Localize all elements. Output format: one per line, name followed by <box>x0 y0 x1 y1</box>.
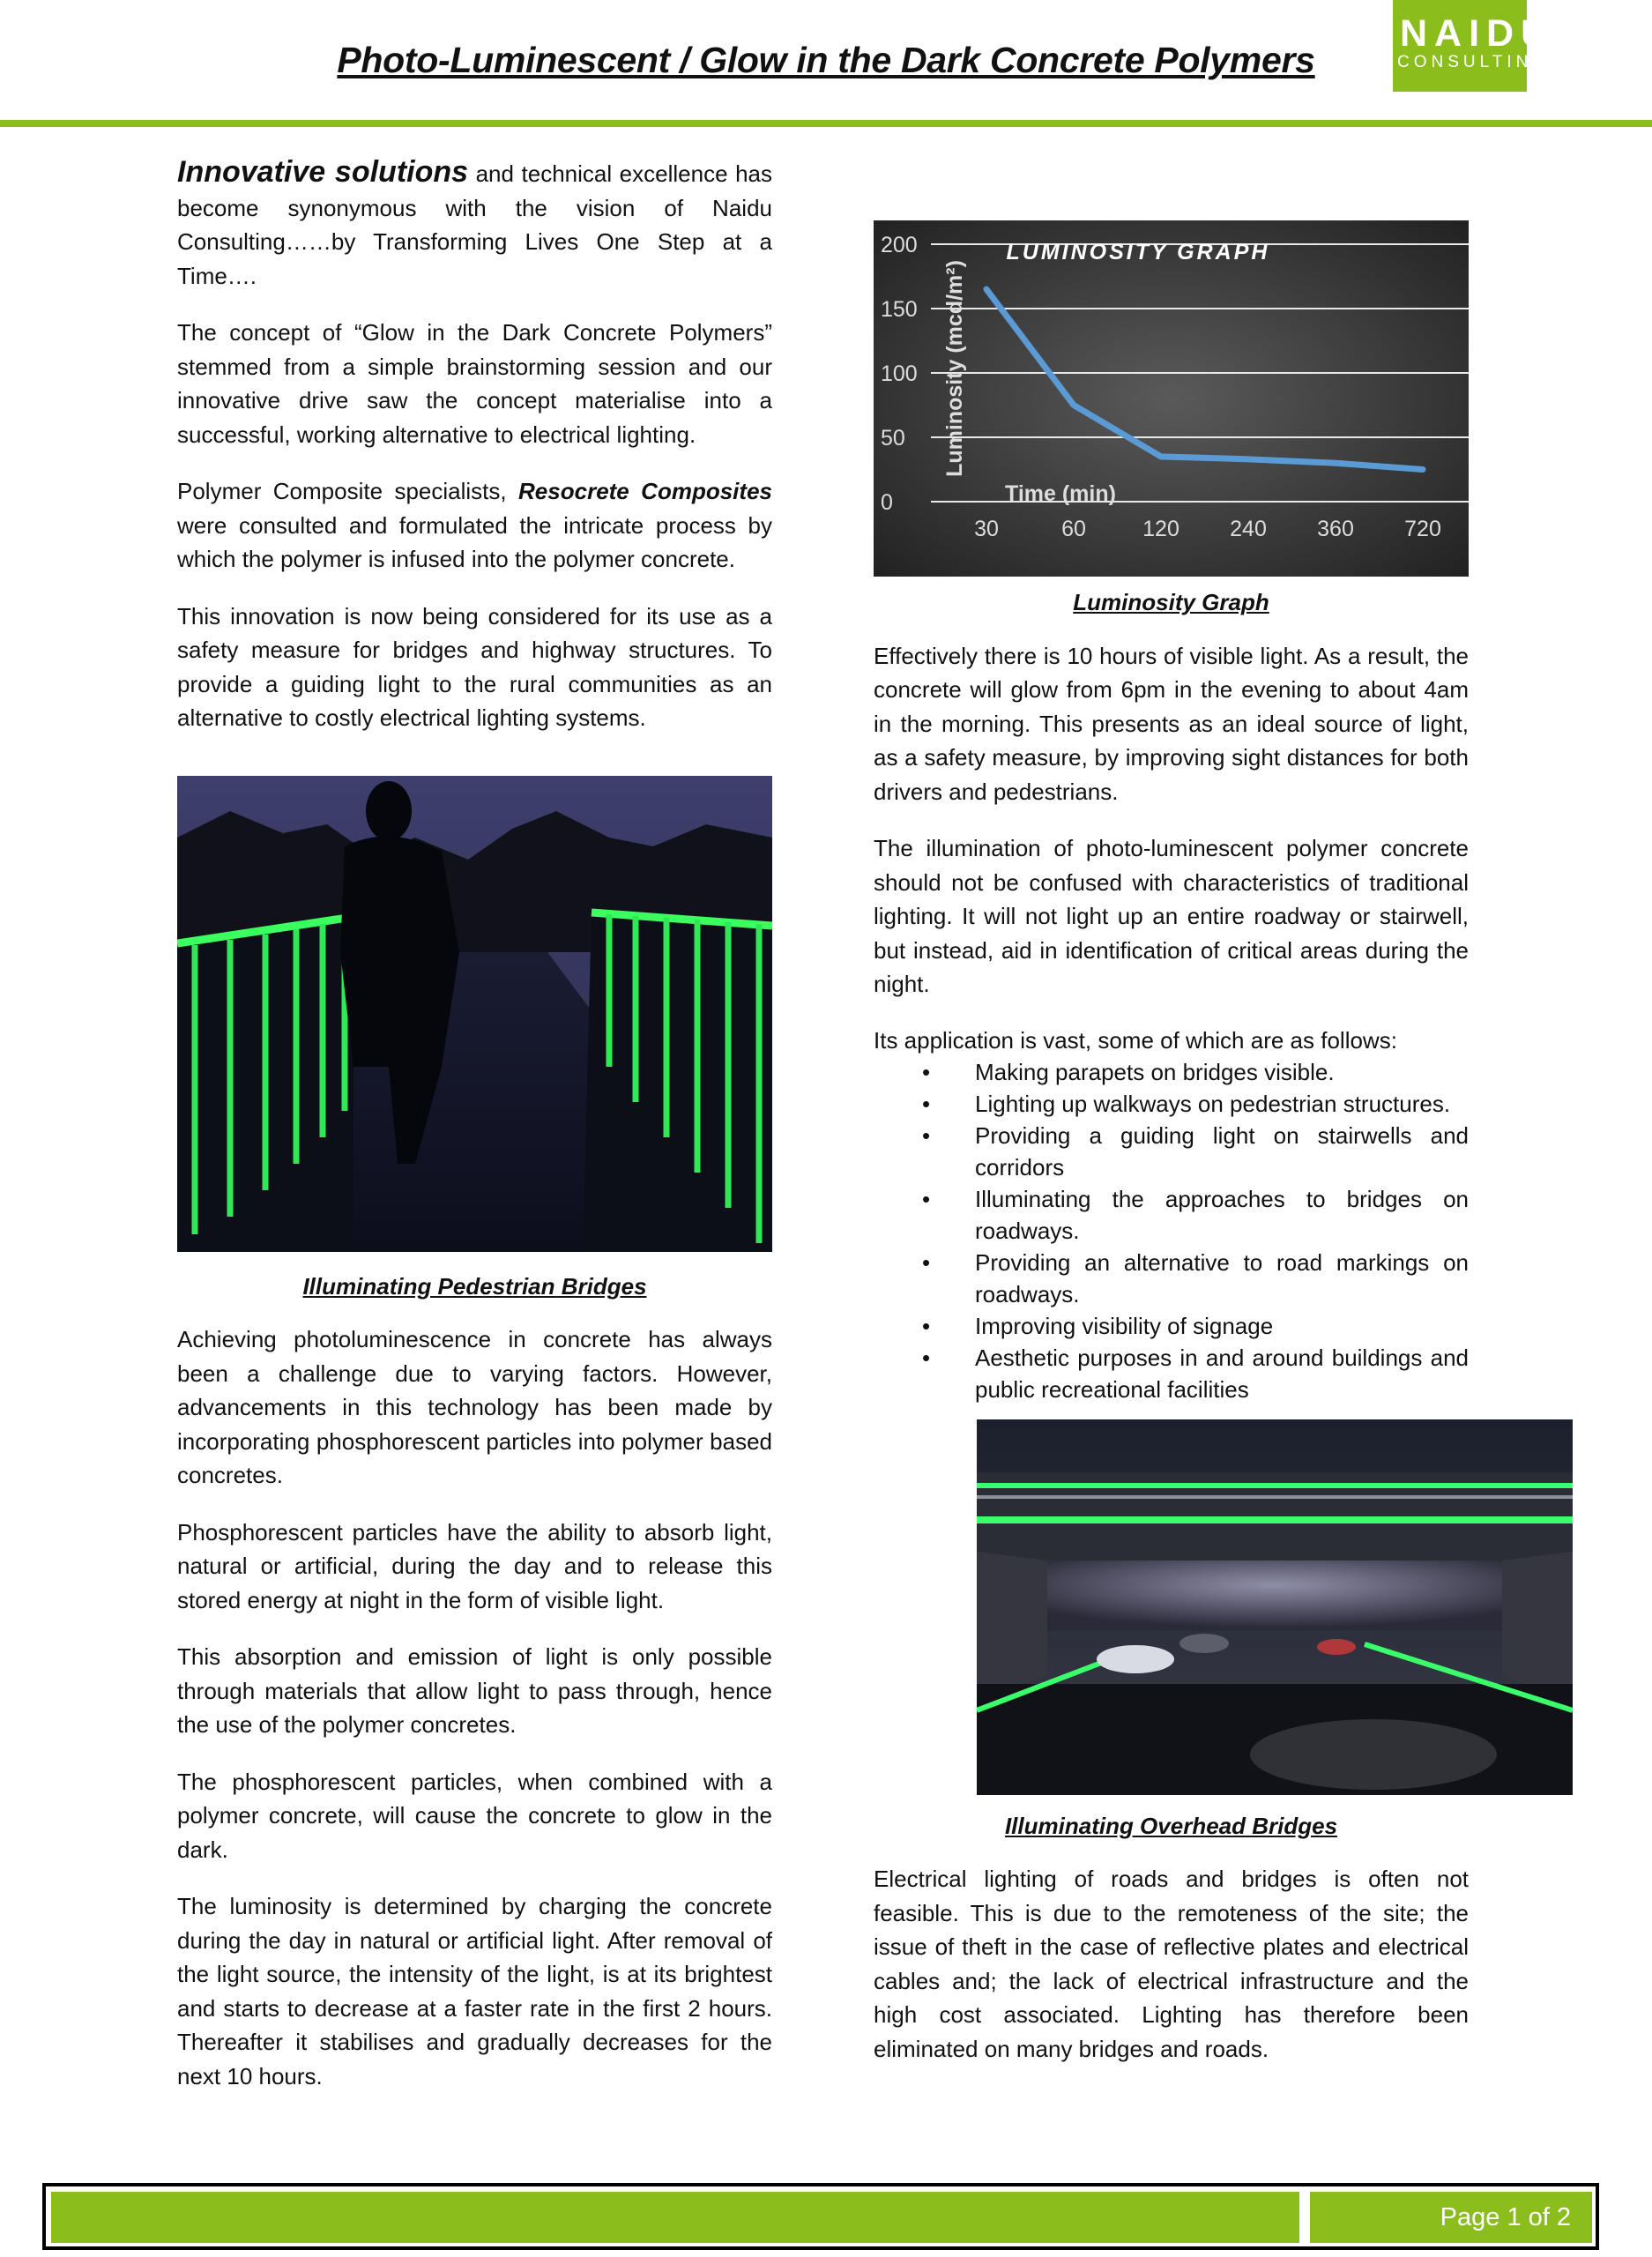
logo-subtitle: CONSULTING <box>1397 53 1551 71</box>
application-text: Making parapets on bridges visible. <box>975 1058 1335 1085</box>
graph-caption: Luminosity Graph <box>1073 589 1269 615</box>
illumination-paragraph: The illumination of photo-luminescent polymer concrete should not be confused with characteristics of traditional lighting. It will not light up an entire roadway or stairwell, but instead, aid in identification of critical areas during the night. <box>874 835 1469 997</box>
naidu-logo <box>1393 0 1556 92</box>
luminosity-paragraph: The luminosity is determined by charging the concrete during the day in natural or artificial light. After removal of the light source, the intensity of the light, is at its brightest and starts to decrease at a faster rate in the first 2 hours. Thereafter it stabilises and gradually decreases for the next 10 hours. <box>177 1893 772 2089</box>
photoluminescence-paragraph: Achieving photoluminescence in concrete has always been a challenge due to varying factors. However, advancements in this technology has been made by incorporating phosphorescent particles into polymer based concretes. <box>177 1326 772 1488</box>
phosphorescent-paragraph: Phosphorescent particles have the ability to absorb light, natural or artificial, during the day and to release this stored energy at night in the form of visible light. <box>177 1518 772 1613</box>
chart-title: LUMINOSITY GRAPH <box>1006 240 1270 264</box>
resocrete-paragraph <box>177 474 772 577</box>
visible-light-paragraph: Effectively there is 10 hours of visible light. As a result, the concrete will glow from 6pm in the evening to about 4am in the morning. This presents as an ideal source of light, as a safety measure, by improving sight distances for both drivers and pedestrians. <box>874 642 1469 805</box>
resocrete-text-end: were consulted and formulated the intricate process by which the polymer is infused into the polymer concrete. <box>177 511 772 572</box>
pedestrian-bridge-photo <box>177 776 772 1252</box>
chart-y-tick: 150 <box>881 297 918 322</box>
applications-list <box>874 1056 1469 1405</box>
bullet-icon: • <box>922 1248 931 1276</box>
application-text: Aesthetic purposes in and around buildings and public recreational facilities <box>975 1344 1469 1403</box>
application-text: Illuminating the approaches to bridges on roadways. <box>975 1185 1469 1244</box>
chart-x-tick: 30 <box>974 517 999 541</box>
chart-y-tick: 200 <box>881 233 918 257</box>
safety-paragraph: This innovation is now being considered for its use as a safety measure for bridges and highway structures. To provide a guiding light to the rural communities as an alternative to costly electrical lighting systems. <box>177 602 772 731</box>
application-text: Providing an alternative to road markings on roadways. <box>975 1248 1469 1307</box>
document-title: Photo-Luminescent / Glow in the Dark Concrete Polymers <box>337 40 1315 80</box>
chart-x-tick: 120 <box>1142 517 1179 541</box>
resocrete-text-start: Polymer Composite specialists, <box>177 478 519 504</box>
right-column <box>874 220 1469 2089</box>
bullet-icon: • <box>922 1312 931 1339</box>
application-item <box>922 1183 1469 1247</box>
application-text: Improving visibility of signage <box>975 1312 1274 1339</box>
resocrete-name: Resocrete Composites <box>518 478 772 504</box>
chart-y-tick: 0 <box>881 490 893 515</box>
logo-wordmark: NAIDU <box>1400 12 1556 55</box>
chart-x-label: Time (min) <box>1005 481 1116 506</box>
footer-bar <box>51 2192 1299 2243</box>
concept-paragraph: The concept of “Glow in the Dark Concrete Polymers” stemmed from a simple brainstorming session and our innovative drive saw the concept materialise into a successful, working alternative to electrical lighting. <box>177 319 772 448</box>
application-text: Providing a guiding light on stairwells and corridors <box>975 1121 1469 1181</box>
header-divider <box>0 120 1652 127</box>
left-column <box>177 155 772 2116</box>
intro-paragraph <box>177 155 772 293</box>
bullet-icon: • <box>922 1344 931 1371</box>
chart-y-label: Luminosity (mcd/m²) <box>942 260 967 477</box>
overhead-bridge-caption: Illuminating Overhead Bridges <box>1004 1812 1338 1839</box>
overhead-bridge-photo <box>977 1419 1573 1795</box>
page-number: Page 1 of 2 <box>1310 2192 1592 2243</box>
chart-x-tick: 720 <box>1404 517 1441 541</box>
absorption-paragraph: This absorption and emission of light is only possible through materials that allow light to pass through, hence the use of the polymer concretes. <box>177 1643 772 1738</box>
intro-text: and technical excellence has become synonymous with the vision of Naidu Consulting……by Transforming Lives One Step at a Time…. <box>177 160 772 289</box>
bullet-icon: • <box>922 1121 931 1149</box>
chart-x-tick: 60 <box>1061 517 1086 541</box>
chart-x-tick: 360 <box>1317 517 1354 541</box>
applications-intro: Its application is vast, some of which are as follows: <box>874 1026 1397 1054</box>
application-item <box>922 1056 1469 1088</box>
electrical-lighting-paragraph: Electrical lighting of roads and bridges is often not feasible. This is due to the remoteness of the site; the issue of theft in the case of reflective plates and electrical cables and; the lack of electrical infrastructure and the high cost associated. Lighting has therefore been eliminated on many bridges and roads. <box>874 1866 1469 2062</box>
application-item <box>922 1088 1469 1120</box>
application-item <box>922 1310 1469 1342</box>
bullet-icon: • <box>922 1090 931 1117</box>
application-item <box>922 1247 1469 1310</box>
intro-lead: Innovative solutions <box>177 155 469 189</box>
chart-y-tick: 100 <box>881 361 918 386</box>
particles-paragraph: The phosphorescent particles, when combined with a polymer concrete, will cause the concrete to glow in the dark. <box>177 1768 772 1863</box>
pedestrian-bridge-caption: Illuminating Pedestrian Bridges <box>302 1272 647 1300</box>
application-text: Lighting up walkways on pedestrian structures. <box>975 1090 1451 1117</box>
bullet-icon: • <box>922 1185 931 1212</box>
bullet-icon: • <box>922 1058 931 1085</box>
luminosity-chart <box>874 220 1469 577</box>
application-item <box>922 1120 1469 1183</box>
chart-y-tick: 50 <box>881 426 905 451</box>
application-item <box>922 1342 1469 1405</box>
chart-x-tick: 240 <box>1230 517 1267 541</box>
